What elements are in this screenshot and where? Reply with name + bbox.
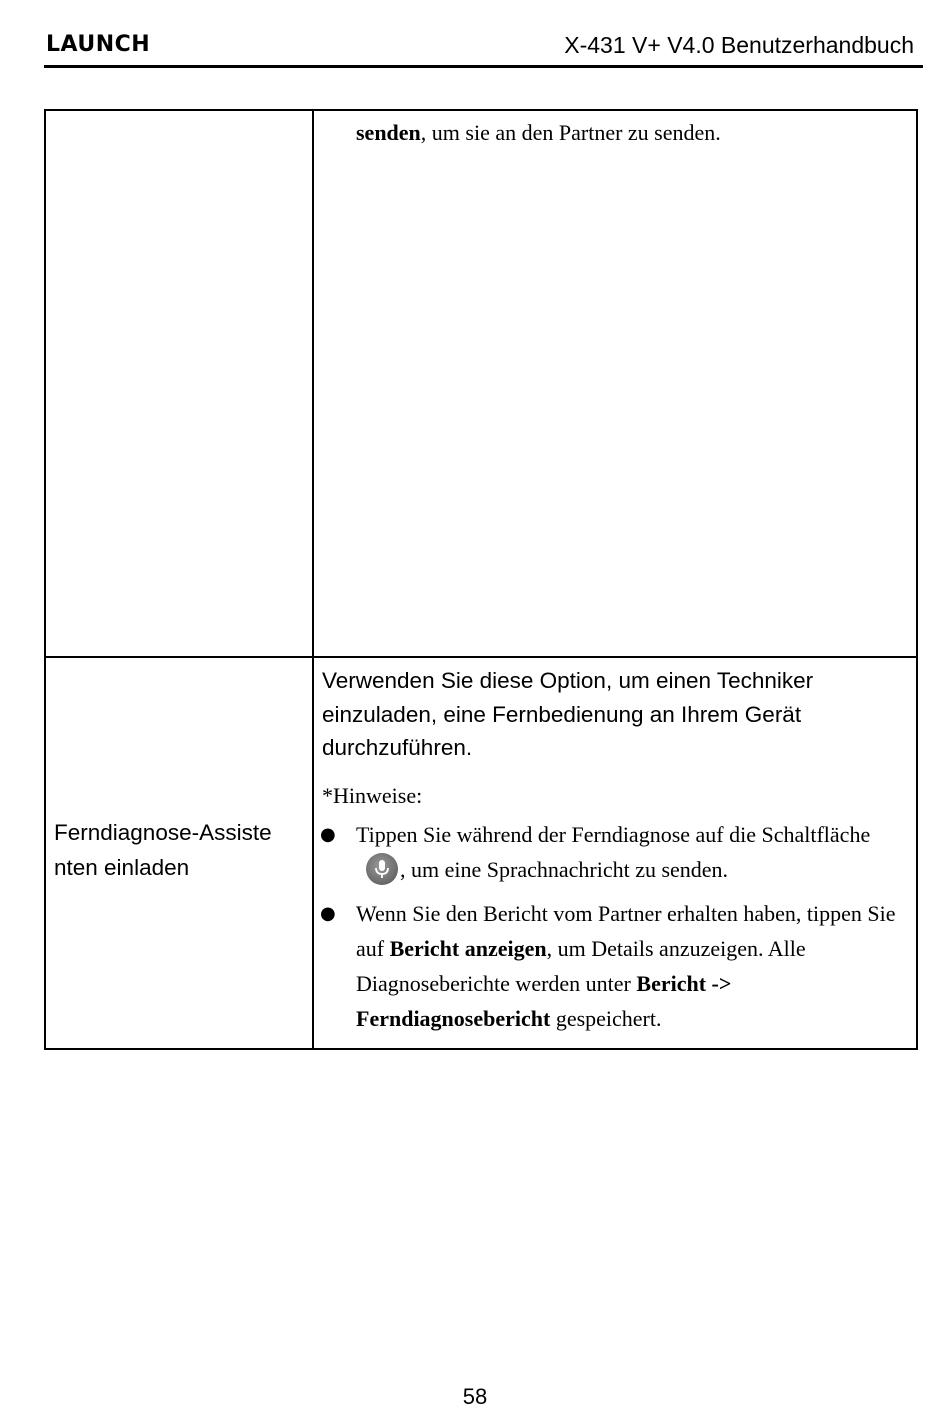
notes-list [314, 817, 906, 1036]
function-label [54, 815, 312, 885]
table-cell-description [313, 110, 917, 657]
table-row [45, 110, 917, 657]
table-cell-function [45, 657, 313, 1049]
function-table [44, 109, 918, 1050]
bold-term: Bericht -> Ferndiagnosebericht [356, 970, 732, 1031]
function-label-line2: nten einladen [54, 855, 190, 880]
document-title: X-431 V+ V4.0 Benutzerhandbuch [564, 32, 914, 58]
notes-title: *Hinweise: [322, 782, 423, 808]
bold-term: senden [356, 120, 421, 145]
brand-logo: LAUNCH [46, 32, 151, 57]
page-number: 58 [462, 1384, 488, 1409]
list-item [314, 817, 906, 887]
list-item [314, 896, 906, 1036]
note1-text: Tippen Sie während der Ferndiagnose auf die Schaltfläche [356, 821, 871, 847]
continued-text-rest: , um sie an den Partner zu senden. [420, 120, 721, 145]
note2-text: Wenn Sie den Bericht vom Partner erhalten haben, tippen Sie auf [356, 900, 896, 961]
table-row [45, 657, 917, 1049]
table-cell-function [45, 110, 313, 657]
function-label-line1: Ferndiagnose-Assiste [54, 820, 272, 845]
note1-text-end: , um eine Sprachnachricht zu senden. [400, 856, 729, 882]
bold-term: Bericht anzeigen [389, 935, 547, 961]
bullet-icon: ● [320, 823, 336, 845]
note2-text: gespeichert. [550, 1005, 662, 1031]
bullet-icon: ● [320, 902, 336, 924]
table-cell-description [313, 657, 917, 1049]
page-header [44, 28, 923, 68]
microphone-icon [366, 853, 398, 885]
continued-text [356, 120, 916, 146]
note2-text: , um Details anzuzeigen. Alle Diagnoseberichte werden unter [356, 935, 806, 996]
function-description: Verwenden Sie diese Option, um einen Techniker einzuladen, eine Fernbedienung an Ihrem Gerät durchzuführen. [322, 668, 814, 760]
